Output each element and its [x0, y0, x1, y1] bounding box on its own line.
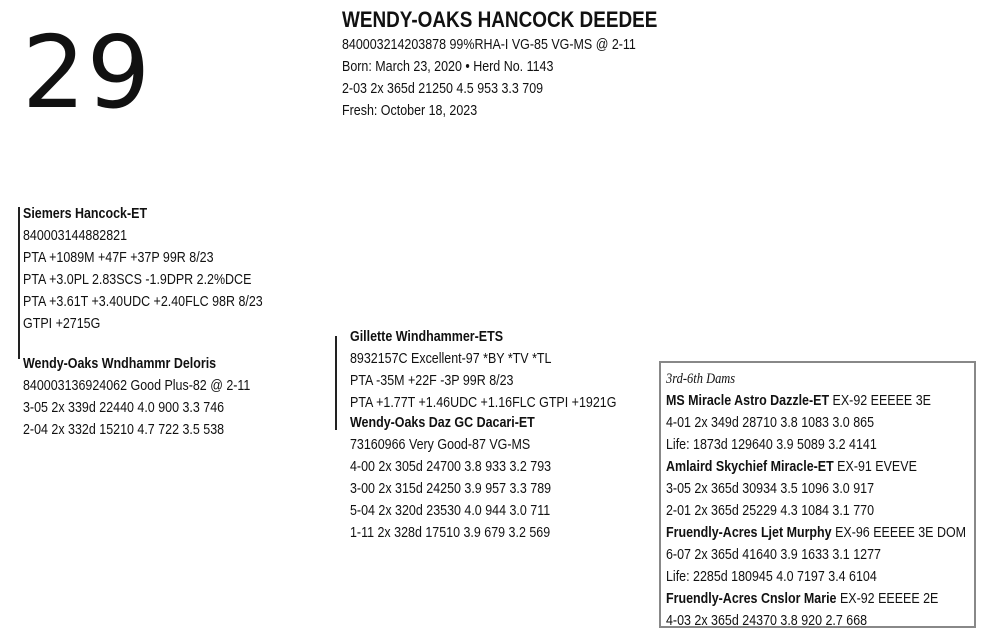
dam-block — [23, 353, 250, 441]
maternal-granddam-record: 5-04 2x 320d 23530 4.0 944 3.0 711 — [350, 503, 551, 519]
dam-entry-record: 4-01 2x 349d 28710 3.8 1083 3.0 865 — [666, 415, 875, 431]
dam-entry-name-line — [666, 456, 966, 478]
dam-record: 3-05 2x 339d 22440 4.0 900 3.3 746 — [23, 400, 225, 416]
dams-box-title: 3rd-6th Dams — [666, 371, 736, 387]
sire-pta-production: PTA +1089M +47F +37P 99R 8/23 — [23, 250, 214, 266]
maternal-grandsire-bracket-line — [335, 336, 337, 430]
animal-fresh-date: Fresh: October 18, 2023 — [342, 103, 478, 119]
animal-name: WENDY-OAKS HANCOCK DEEDEE — [342, 7, 658, 32]
dam-entry-record: 2-01 2x 365d 25229 4.3 1084 3.1 770 — [666, 503, 875, 519]
maternal-granddam-name: Wendy-Oaks Daz GC Dacari-ET — [350, 415, 535, 431]
sire-pta-health: PTA +3.0PL 2.83SCS -1.9DPR 2.2%DCE — [23, 272, 252, 288]
dam-entry-record: 4-03 2x 365d 24370 3.8 920 2.7 668 — [666, 613, 868, 629]
dam-entry-classification: EX-91 EVEVE — [837, 459, 917, 475]
maternal-grandsire-pta-type: PTA +1.77T +1.46UDC +1.16FLC GTPI +1921G — [350, 395, 617, 411]
maternal-grandsire-registration: 8932157C Excellent-97 *BY *TV *TL — [350, 351, 552, 367]
animal-record: 2-03 2x 365d 21250 4.5 953 3.3 709 — [342, 81, 544, 97]
lot-number: 29 — [22, 14, 152, 131]
dam-entry-record: 6-07 2x 365d 41640 3.9 1633 3.1 1277 — [666, 547, 881, 563]
dam-registration: 840003136924062 Good Plus-82 @ 2-11 — [23, 378, 251, 394]
sire-gtpi: GTPI +2715G — [23, 316, 101, 332]
dam-entry-record: Life: 2285d 180945 4.0 7197 3.4 6104 — [666, 569, 877, 585]
sire-dam-bracket-line — [18, 207, 20, 359]
dam-record: 2-04 2x 332d 15210 4.7 722 3.5 538 — [23, 422, 225, 438]
maternal-grandsire-name: Gillette Windhammer-ETS — [350, 329, 504, 345]
maternal-grandsire-block — [350, 326, 616, 414]
dam-entry-name-line — [666, 588, 966, 610]
dam-entry-record: 3-05 2x 365d 30934 3.5 1096 3.0 917 — [666, 481, 875, 497]
dam-entry-classification: EX-96 EEEEE 3E DOM — [835, 525, 967, 541]
animal-details — [342, 34, 636, 122]
dams-box-content — [666, 368, 966, 632]
maternal-granddam-record: 1-11 2x 328d 17510 3.9 679 3.2 569 — [350, 525, 551, 541]
maternal-granddam-record: 4-00 2x 305d 24700 3.8 933 3.2 793 — [350, 459, 552, 475]
sire-block — [23, 203, 263, 335]
dam-entry-name: Fruendly-Acres Ljet Murphy — [666, 525, 832, 541]
maternal-granddam-registration: 73160966 Very Good-87 VG-MS — [350, 437, 531, 453]
maternal-granddam-block — [350, 412, 551, 544]
dam-entry-name-line — [666, 522, 966, 544]
dam-name: Wendy-Oaks Wndhammr Deloris — [23, 356, 217, 372]
dam-entry-name: MS Miracle Astro Dazzle-ET — [666, 393, 830, 409]
dam-entry-classification: EX-92 EEEEE 3E — [832, 393, 931, 409]
animal-registration: 840003214203878 99%RHA-I VG-85 VG-MS @ 2-11 — [342, 37, 636, 53]
maternal-grandsire-pta-production: PTA -35M +22F -3P 99R 8/23 — [350, 373, 514, 389]
dam-entry-name: Amlaird Skychief Miracle-ET — [666, 459, 834, 475]
dam-entry-record: Life: 1873d 129640 3.9 5089 3.2 4141 — [666, 437, 877, 453]
animal-birth-herd: Born: March 23, 2020 • Herd No. 1143 — [342, 59, 554, 75]
sire-name: Siemers Hancock-ET — [23, 206, 148, 222]
dam-entry-name-line — [666, 390, 966, 412]
maternal-granddam-record: 3-00 2x 315d 24250 3.9 957 3.3 789 — [350, 481, 552, 497]
dam-entry-name: Fruendly-Acres Cnslor Marie — [666, 591, 837, 607]
dam-entry-classification: EX-92 EEEEE 2E — [839, 591, 939, 607]
sire-registration: 840003144882821 — [23, 228, 128, 244]
sire-pta-type: PTA +3.61T +3.40UDC +2.40FLC 98R 8/23 — [23, 294, 263, 310]
